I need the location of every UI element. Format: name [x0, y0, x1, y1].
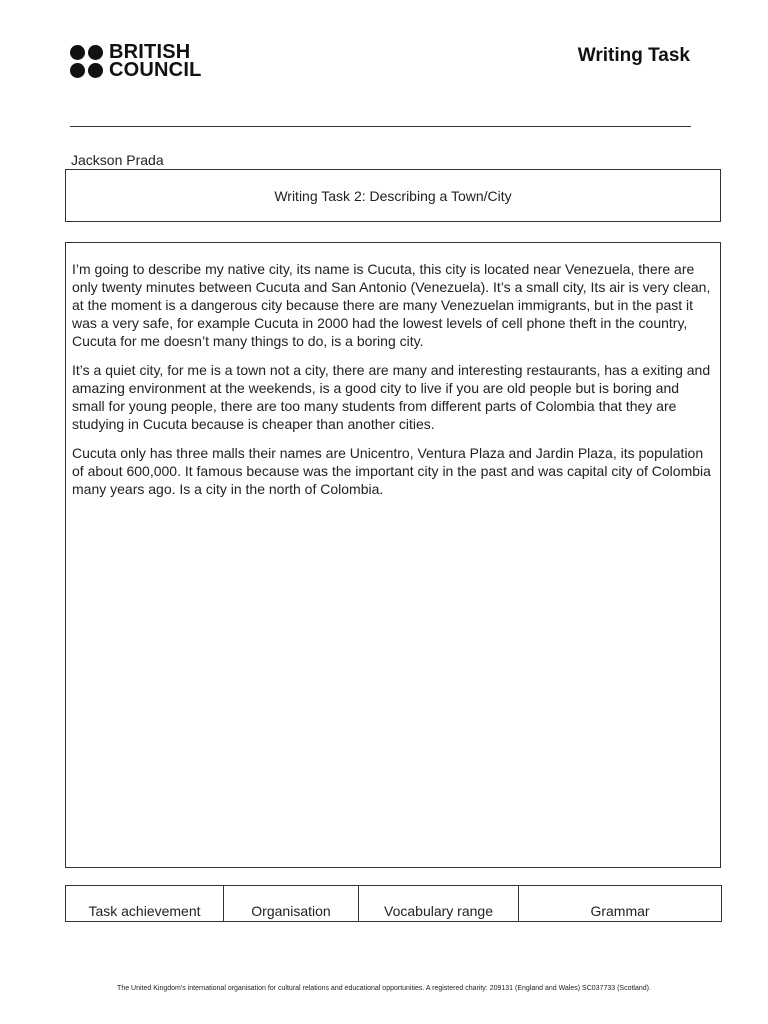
essay-paragraph-1: I’m going to describe my native city, its name is Cucuta, this city is located near Venezuela, there are only twenty minutes between Cucuta and San Antonio (Venezuela). It’s a small city, Its air is very clean, at the moment is a dangerous city because there are many Venezuelan immigrants, but in the past it was a very safe, for example Cucuta in 2000 had the lowest levels of cell phone theft in the country, Cucuta for me doesn’t many things to do, is a boring city. [72, 261, 711, 349]
essay-paragraph-2: It’s a quiet city, for me is a town not a city, there are many and interesting restaurants, has a exiting and amazing environment at the weekends, is a good city to live if you are old people but is boring and small for young people, there are too many students from different parts of Colombia that they are studying in Cucuta because is cheaper than another cities. [72, 362, 711, 432]
logo-dots-icon [70, 45, 103, 78]
task-title: Writing Task 2: Describing a Town/City [274, 187, 512, 204]
logo-line-2: COUNCIL [109, 59, 202, 81]
criterion-organisation: Organisation [224, 886, 359, 922]
logo-line-1: BRITISH [109, 41, 191, 63]
document-title: Writing Task [577, 45, 690, 66]
british-council-logo [70, 43, 202, 79]
criterion-task-achievement: Task achievement [66, 886, 224, 922]
essay-paragraph-3: Cucuta only has three malls their names are Unicentro, Ventura Plaza and Jardin Plaza, its population of about 600,000. It famous because was the important city in the past and was capital city of Colombia many years ago. Is a city in the north of Colombia. [72, 445, 711, 497]
criterion-vocabulary-range: Vocabulary range [359, 886, 519, 922]
logo-wordmark [109, 43, 202, 79]
footer-note: The United Kingdom’s international organisation for cultural relations and educational opportunities. A registered charity: 209131 (England and Wales) SC037733 (Scotland). [117, 985, 651, 992]
assessment-criteria-table [65, 885, 722, 922]
essay-box [65, 242, 721, 868]
criteria-row [66, 886, 722, 922]
header-divider [70, 126, 691, 127]
student-name: Jackson Prada [71, 152, 164, 168]
task-title-box [65, 169, 721, 222]
criterion-grammar: Grammar [519, 886, 722, 922]
